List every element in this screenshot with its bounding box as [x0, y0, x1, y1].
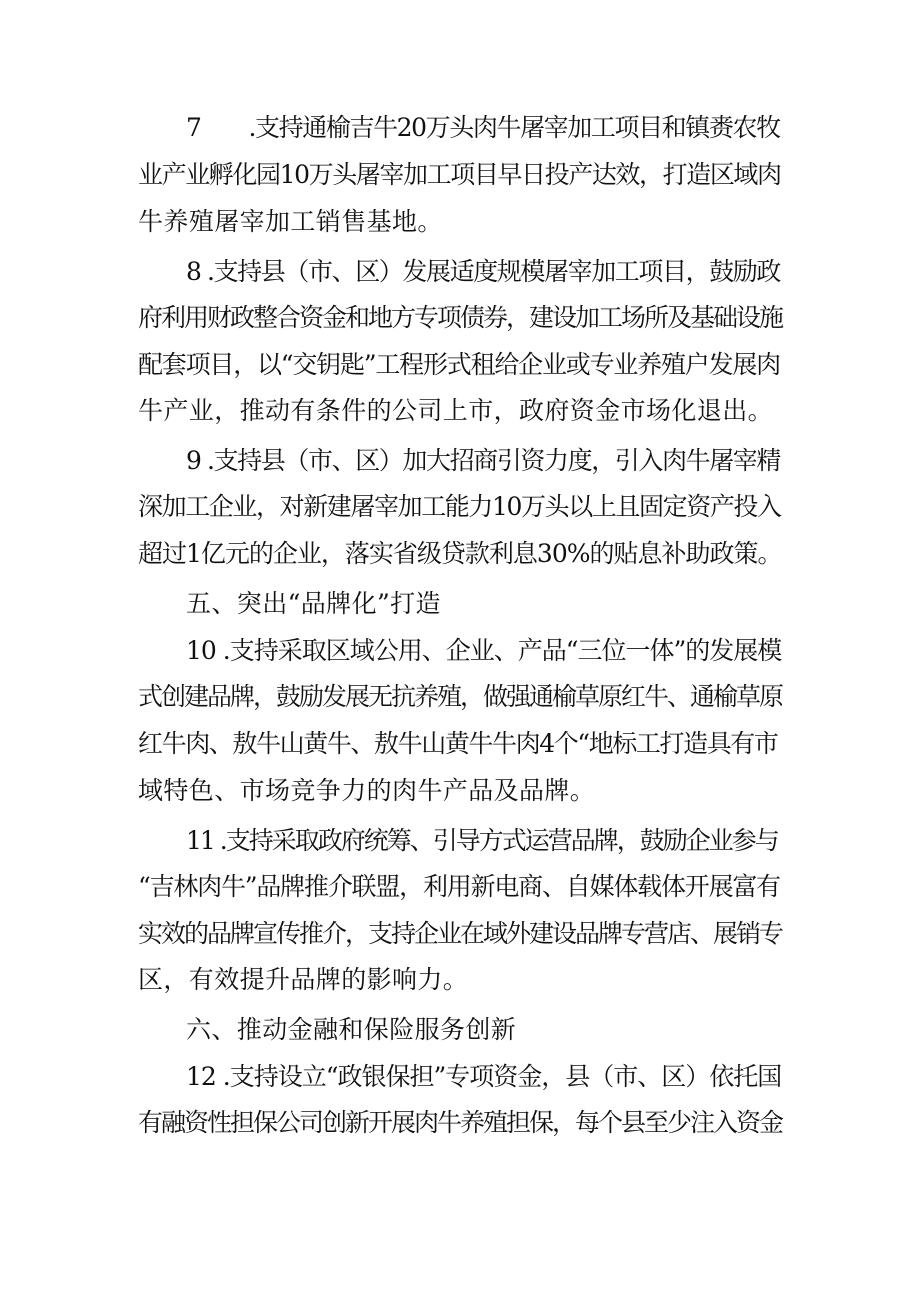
paragraph-8-line-1: 8 .支持县（市、区）发展适度规模屠宰加工项目，鼓励政 [186, 257, 781, 286]
paragraph-8-line-4: 牛产业，推动有条件的公司上市，政府资金市场化退出。 [138, 396, 774, 425]
paragraph-8-line-2: 府利用财政整合资金和地方专项债券，建设加工场所及基础设施 [138, 303, 783, 332]
paragraph-9-line-1: 9 .支持县（市、区）加大招商引资力度，引入肉牛屠宰精 [186, 446, 781, 475]
paragraph-8-line-3: 配套项目，以“交钥匙”工程形式租给企业或专业养殖户发展肉 [138, 350, 780, 379]
paragraph-12-line-1: 12 .支持设立“政银保担”专项资金，县（市、区）依托国 [186, 1062, 782, 1091]
paragraph-7-number: 7 [186, 113, 201, 142]
paragraph-11-line-4: 区，有效提升品牌的影响力。 [138, 965, 469, 994]
paragraph-10-line-1: 10 .支持采取区域公用、企业、产品“三位一体”的发展模 [186, 636, 782, 665]
paragraph-7-line-1 [186, 113, 780, 143]
paragraph-9-line-2: 深加工企业，对新建屠宰加工能力10万头以上且固定资产投入 [138, 492, 781, 521]
section-heading-6: 六、推动金融和保险服务创新 [186, 1015, 517, 1044]
paragraph-9-line-3: 超过1亿元的企业，落实省级贷款利息30%的贴息补助政策。 [138, 539, 782, 568]
paragraph-7-line-3: 牛养殖屠宰加工销售基地。 [138, 207, 443, 236]
paragraph-11-line-3: 实效的品牌宣传推介，支持企业在域外建设品牌专营店、展销专 [138, 919, 783, 948]
paragraph-11-line-1: 11 .支持采取政府统筹、引导方式运营品牌，鼓励企业参与 [186, 826, 778, 855]
paragraph-7-line-2: 业产业孵化园10万头屠宰加工项目早日投产达效，打造区域肉 [138, 160, 781, 189]
paragraph-12-line-2: 有融资性担保公司创新开展肉牛养殖担保，每个县至少注入资金 [138, 1108, 783, 1137]
paragraph-10-line-3: 红牛肉、敖牛山黄牛、敖牛山黄牛牛肉4个“地标工打造具有市 [138, 729, 778, 758]
paragraph-10-line-4: 域特色、市场竞争力的肉牛产品及品牌。 [138, 776, 596, 805]
paragraph-7-text: .支持通榆吉牛20万头肉牛屠宰加工项目和镇赉农牧 [248, 113, 780, 142]
section-heading-5: 五、突出“品牌化”打造 [186, 589, 441, 618]
paragraph-11-line-2: “吉林肉牛”品牌推介联盟，利用新电商、自媒体载体开展富有 [138, 872, 780, 901]
paragraph-10-line-2: 式创建品牌，鼓励发展无抗养殖，做强通榆草原红牛、通榆草原 [138, 682, 783, 711]
